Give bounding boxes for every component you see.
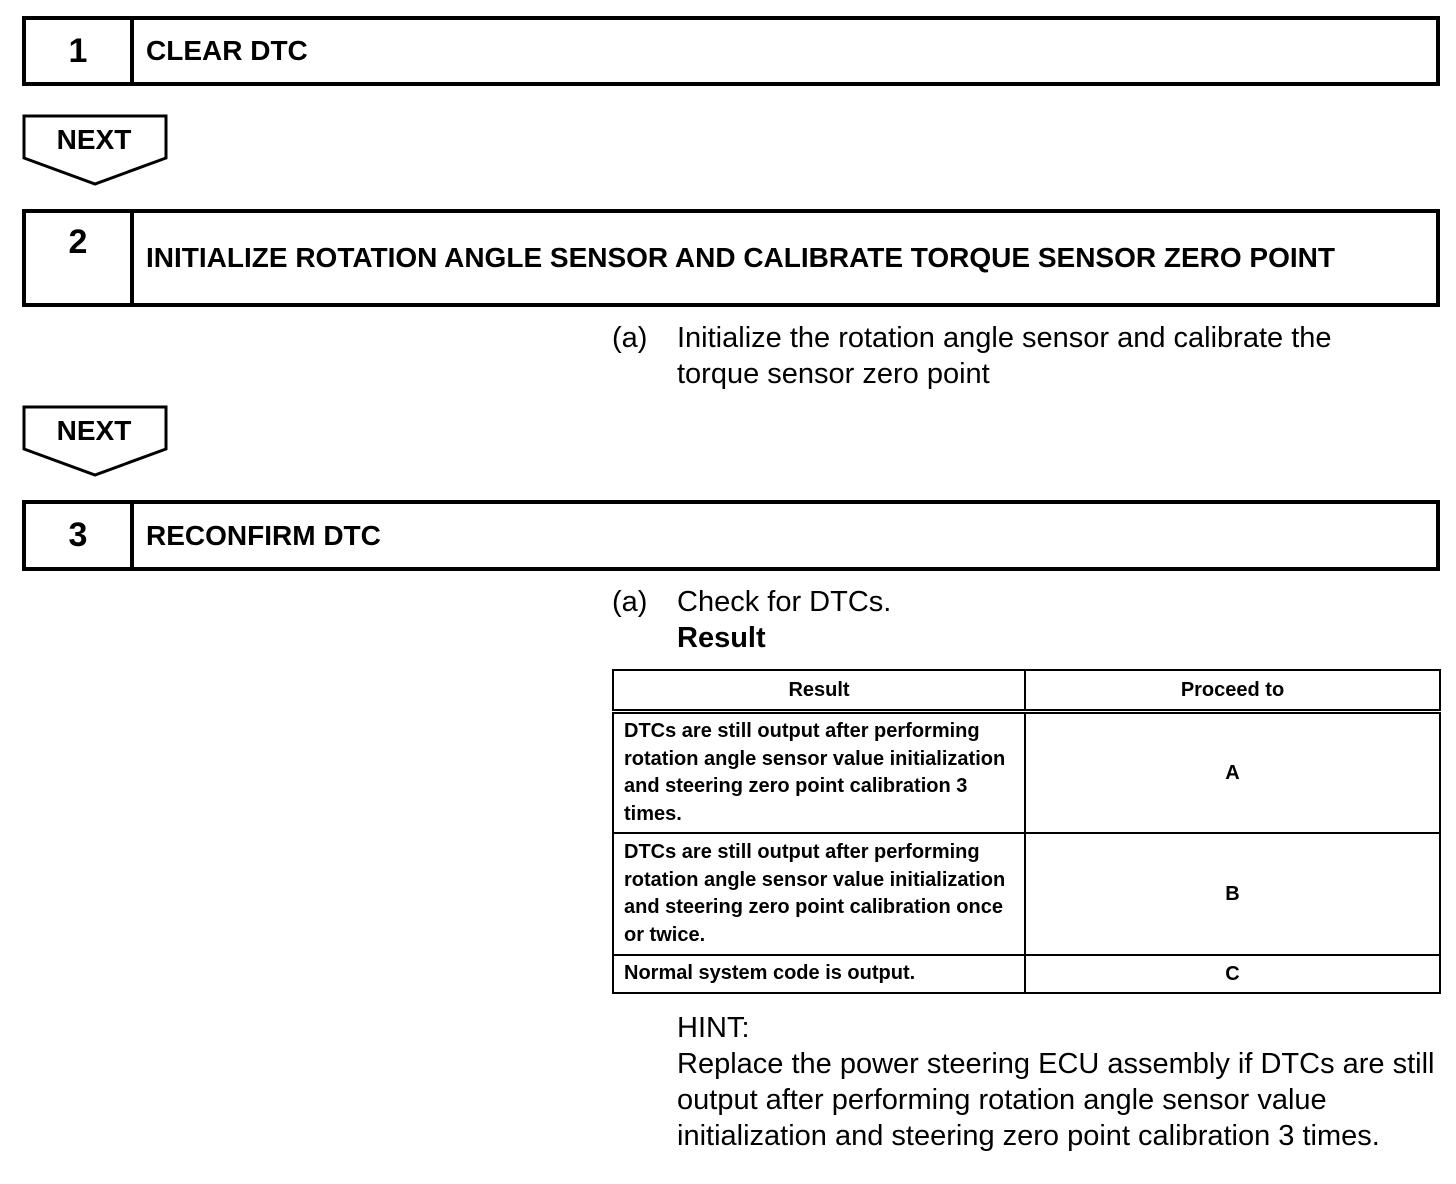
table-header-row xyxy=(613,670,1440,712)
result-cell: DTCs are still output after performing rotation angle sensor value initialization and steering zero point calibration 3 times. xyxy=(613,712,1025,834)
table-row xyxy=(613,712,1440,834)
step-title: INITIALIZE ROTATION ANGLE SENSOR AND CALIBRATE TORQUE SENSOR ZERO POINT xyxy=(146,242,1335,273)
table-row xyxy=(613,955,1440,993)
hint-text: Replace the power steering ECU assembly if DTCs are still output after performing rotation angle sensor value initialization and steering zero point calibration 3 times. xyxy=(677,1048,1435,1152)
step-number: 2 xyxy=(26,213,134,303)
step-number: 1 xyxy=(26,20,134,82)
column-header-result: Result xyxy=(613,670,1025,712)
step-title: RECONFIRM DTC xyxy=(146,519,381,551)
step-number: 3 xyxy=(26,504,134,567)
result-heading: Result xyxy=(677,622,766,654)
step-title: CLEAR DTC xyxy=(146,35,308,66)
next-arrow-2 xyxy=(22,405,168,479)
column-header-proceed: Proceed to xyxy=(1025,670,1440,712)
next-arrow-1 xyxy=(22,114,168,188)
proceed-cell: C xyxy=(1025,955,1440,993)
substep-text: Check for DTCs. xyxy=(677,586,892,618)
next-label: NEXT xyxy=(56,124,132,155)
result-cell: Normal system code is output. xyxy=(613,955,1025,993)
substep-text: Initialize the rotation angle sensor and calibrate the torque sensor zero point xyxy=(677,322,1332,390)
step-1-header xyxy=(22,16,1440,86)
result-table xyxy=(612,669,1441,994)
next-label: NEXT xyxy=(56,415,132,446)
step-3-header xyxy=(22,500,1440,571)
result-cell: DTCs are still output after performing rotation angle sensor value initialization and steering zero point calibration once or twice. xyxy=(613,833,1025,955)
step-2-header xyxy=(22,209,1440,307)
hint-label: HINT: xyxy=(677,1012,750,1044)
substep-marker: (a) xyxy=(612,322,648,354)
table-row xyxy=(613,833,1440,955)
hint-block xyxy=(677,1010,1437,1154)
proceed-cell: B xyxy=(1025,833,1440,955)
proceed-cell: A xyxy=(1025,712,1440,834)
substep-marker: (a) xyxy=(612,586,648,618)
